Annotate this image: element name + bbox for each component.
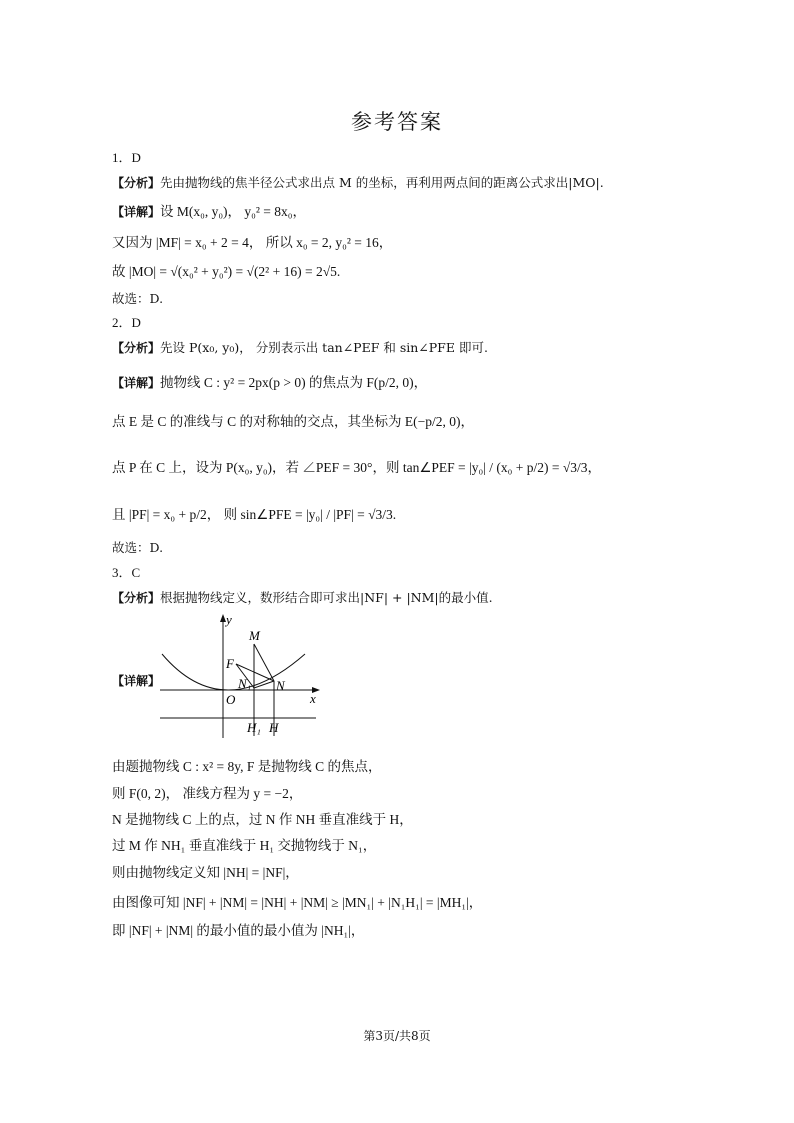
q1-detail-1-text: 设 M(x₀, y₀)， y₀² = 8x₀， xyxy=(160,204,306,219)
q3-detail-1: 由题抛物线 C : x² = 8y, F 是抛物线 C 的焦点， xyxy=(112,759,382,774)
q3-detail-3: N 是抛物线 C 上的点，过 N 作 NH 垂直准线于 H， xyxy=(112,812,413,827)
page-title: 参考答案 xyxy=(351,110,443,134)
q3-analysis xyxy=(112,589,493,607)
q1-detail-3: 故 |MO| = √(x₀² + y₀²) = √(2² + 16) = 2√5. xyxy=(112,264,341,279)
segment-MN xyxy=(254,644,274,681)
q2-detail-2: 点 E 是 C 的准线与 C 的对称轴的交点，其坐标为 E(−p/2, 0)， xyxy=(112,414,474,429)
q3-analysis-text: 根据抛物线定义，数形结合即可求出|NF| + |NM|的最小值. xyxy=(160,590,493,605)
q2-detail-1-text: 抛物线 C : y² = 2px(p > 0) 的焦点为 F(p/2, 0)， xyxy=(160,375,428,390)
q3-detail-2: 则 F(0, 2)， 准线方程为 y = −2， xyxy=(112,786,303,801)
q1-number: 1．D xyxy=(112,150,141,165)
label-N1: N₁ xyxy=(238,676,252,691)
parabola-figure xyxy=(150,608,330,740)
q3-detail-5: 则由抛物线定义知 |NH| = |NF|， xyxy=(112,865,299,880)
label-y: y xyxy=(226,612,232,627)
q2-analysis-text: 先设 P(x₀, y₀)， 分别表示出 tan∠PEF 和 sin∠PFE 即可. xyxy=(160,340,488,355)
detail-tag: 【详解】 xyxy=(112,674,161,688)
q2-detail-3: 点 P 在 C 上，设为 P(x₀, y₀)，若 ∠PEF = 30°，则 tan∠PEF = |y₀| / (x₀ + p/2) = √3/3， xyxy=(112,460,601,475)
q2-analysis xyxy=(112,339,488,357)
page-footer: 第3页/共8页 xyxy=(363,1029,431,1043)
label-N: N xyxy=(276,678,285,693)
q1-analysis-text: 先由抛物线的焦半径公式求出点 M 的坐标，再利用两点间的距离公式求出|MO|. xyxy=(160,175,604,190)
label-M: M xyxy=(249,628,260,643)
q1-detail-2: 又因为 |MF| = x₀ + 2 = 4， 所以 x₀ = 2, y₀² = 16， xyxy=(112,235,393,250)
analysis-tag: 【分析】 xyxy=(112,341,161,355)
q3-detail-7: 即 |NF| + |NM| 的最小值的最小值为 |NH₁|， xyxy=(112,923,365,938)
label-H1: H₁ xyxy=(247,720,261,735)
q3-detail-6: 由图像可知 |NF| + |NM| = |NH| + |NM| ≥ |MN₁| + |N₁H₁| = |MH₁|， xyxy=(112,895,483,910)
label-O: O xyxy=(226,692,236,707)
q1-answer: 故选：D. xyxy=(112,291,164,306)
q3-detail-4: 过 M 作 NH₁ 垂直准线于 H₁ 交抛物线于 N₁， xyxy=(112,838,377,853)
q2-detail-4: 且 |PF| = x₀ + p/2， 则 sin∠PFE = |y₀| / |PF| = √3/3. xyxy=(112,507,397,522)
detail-tag: 【详解】 xyxy=(112,205,161,219)
q2-number: 2．D xyxy=(112,315,141,330)
q2-answer: 故选：D. xyxy=(112,540,164,555)
q1-detail-1 xyxy=(112,203,306,221)
q2-detail-1 xyxy=(112,374,427,392)
label-x: x xyxy=(310,691,316,706)
label-H: H xyxy=(269,720,279,735)
analysis-tag: 【分析】 xyxy=(112,176,161,190)
q3-number: 3．C xyxy=(112,565,141,580)
detail-tag: 【详解】 xyxy=(112,376,161,390)
q1-analysis xyxy=(112,174,604,192)
label-F: F xyxy=(226,656,234,671)
analysis-tag: 【分析】 xyxy=(112,591,161,605)
